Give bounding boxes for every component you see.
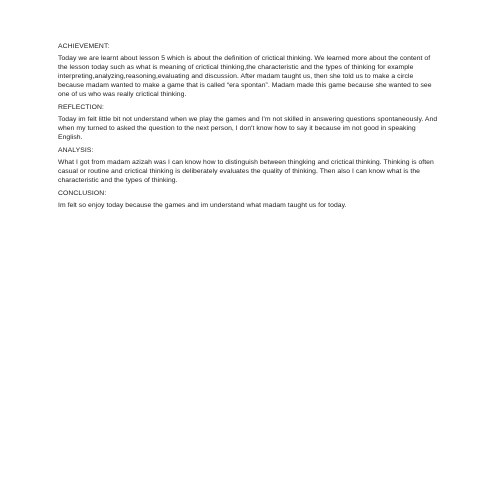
- reflection-section: [58, 103, 438, 142]
- conclusion-paragraph: Im felt so enjoy today because the games and im understand what madam taught us for today.: [58, 202, 347, 209]
- analysis-paragraph: What I got from madam azizah was I can know how to distinguish between thingking and crictical thinking. Thinking is often casual or routine and crictical thinking is deliberately evaluates the quality of thinking. Then also I can know what is the characteristic and the types of thinking.: [58, 159, 434, 184]
- reflection-heading: REFLECTION:: [58, 104, 105, 111]
- document-page: [58, 42, 438, 214]
- achievement-heading: ACHIEVEMENT:: [58, 43, 110, 50]
- achievement-section: [58, 42, 438, 99]
- reflection-paragraph: Today im felt little bit not understand when we play the games and I'm not skilled in answering questions spontaneously. And when my turned to asked the question to the next person, I don't know how to say it because im not good in speaking English.: [58, 116, 438, 141]
- analysis-heading: ANALYSIS:: [58, 147, 94, 154]
- achievement-paragraph: Today we are learnt about lesson 5 which is about the definition of crictical thinking. We learned more about the content of the lesson today such as what is meaning of crictical thinking,the characteristic and the types of thinking for example interpreting,analyzing,reasoning,evaluating and discussion. After madam taught us, then she told us to make a circle because madam wanted to make a game that is called “era spontan”. Madam made this game because she wanted to see one of us who was really crictical thinking.: [58, 55, 432, 98]
- conclusion-section: [58, 189, 438, 210]
- analysis-section: [58, 146, 438, 185]
- conclusion-heading: CONCLUSION:: [58, 190, 107, 197]
